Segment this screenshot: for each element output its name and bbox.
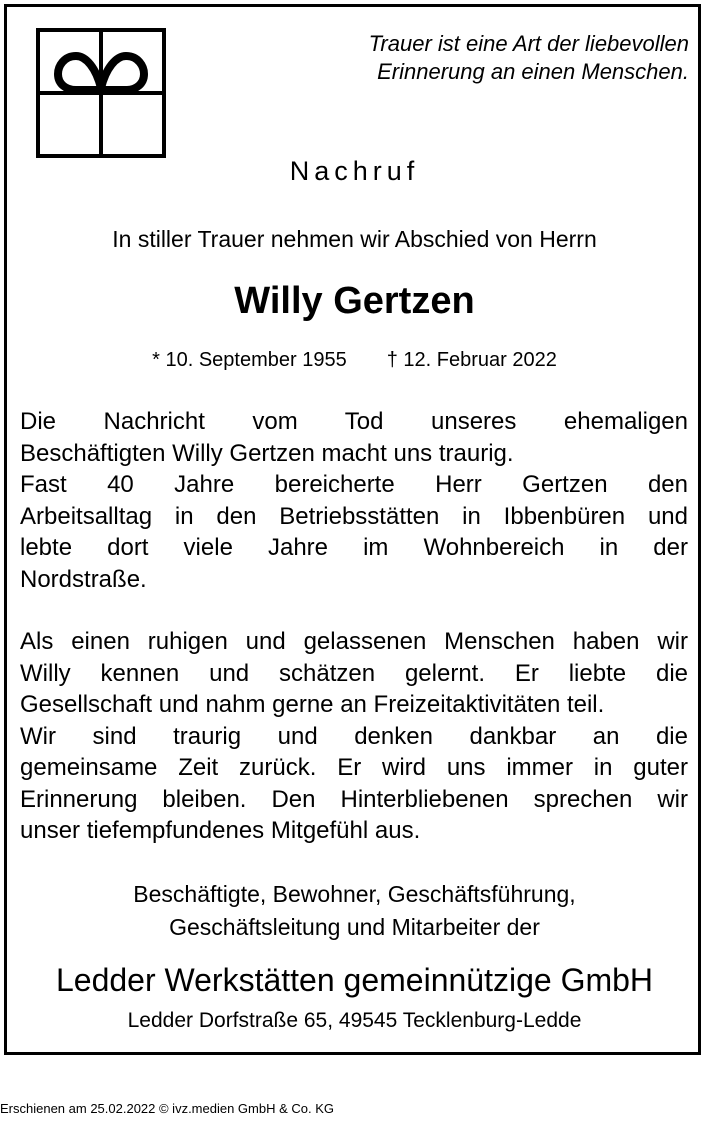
birth-date: * 10. September 1955 bbox=[152, 349, 347, 371]
life-dates bbox=[0, 349, 709, 372]
deceased-name: Willy Gertzen bbox=[234, 280, 475, 322]
text-line: Beschäftigten Willy Gertzen macht uns traurig. bbox=[20, 439, 514, 467]
motto-quote bbox=[269, 30, 689, 86]
intro-text: In stiller Trauer nehmen wir Abschied von Herrn bbox=[112, 226, 597, 252]
text-line: Fast 40 Jahre bereicherte Herr Gertzen den bbox=[20, 471, 688, 498]
motto-line: Erinnerung an einen Menschen. bbox=[377, 59, 689, 84]
publication-footer: Erschienen am 25.02.2022 © ivz.medien GmbH & Co. KG bbox=[0, 1101, 335, 1116]
signer-line: Beschäftigte, Bewohner, Geschäftsführung, bbox=[133, 881, 576, 907]
text-line: Erinnerung bleiben. Den Hinterbliebenen sprechen wir bbox=[20, 785, 688, 813]
organization-name: Ledder Werkstätten gemeinnützige GmbH bbox=[55, 962, 654, 998]
cross-logo-icon bbox=[36, 28, 166, 158]
text-line: Gesellschaft und nahm gerne an Freizeitaktivitäten teil. bbox=[20, 691, 605, 718]
signer-line: Geschäftsleitung und Mitarbeiter der bbox=[169, 914, 540, 940]
text-line: Als einen ruhigen und gelassenen Menschen haben wir bbox=[20, 628, 688, 655]
text-line: unser tiefempfundenes Mitgefühl aus. bbox=[20, 817, 421, 844]
paragraph-memorial bbox=[20, 406, 688, 595]
paragraph-tribute bbox=[20, 626, 688, 847]
organization-address: Ledder Dorfstraße 65, 49545 Tecklenburg-Ledde bbox=[127, 1009, 582, 1032]
page-title: Nachruf bbox=[289, 156, 420, 186]
motto-line: Trauer ist eine Art der liebevollen bbox=[368, 31, 689, 56]
death-date: † 12. Februar 2022 bbox=[386, 349, 557, 371]
text-line: Willy kennen und schätzen gelernt. Er liebte die bbox=[20, 659, 688, 687]
text-line: lebte dort viele Jahre im Wohnbereich in der bbox=[20, 534, 688, 561]
text-line: Wir sind traurig und denken dankbar an die bbox=[20, 722, 688, 750]
signers bbox=[0, 878, 709, 944]
text-line: Arbeitsalltag in den Betriebsstätten in Ibbenbüren und bbox=[20, 502, 688, 530]
text-line: gemeinsame Zeit zurück. Er wird uns immer in guter bbox=[20, 754, 688, 781]
text-line: Die Nachricht vom Tod unseres ehemaligen bbox=[20, 408, 688, 435]
text-line: Nordstraße. bbox=[20, 565, 147, 593]
